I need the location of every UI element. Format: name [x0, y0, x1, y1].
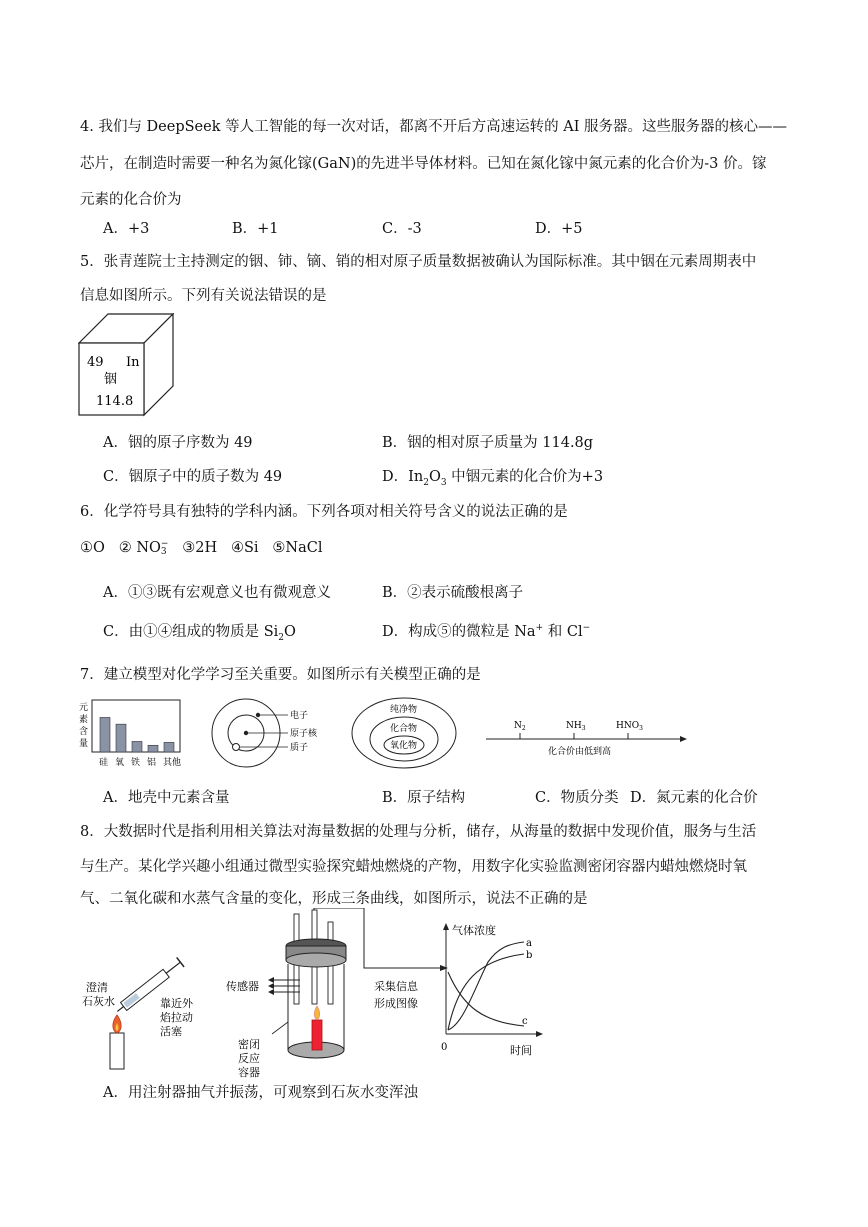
svg-text:b: b [526, 950, 533, 961]
tile-mass: 114.8 [96, 394, 134, 409]
curve-c [448, 972, 524, 1026]
svg-text:气体浓度: 气体浓度 [452, 924, 496, 937]
svg-text:N2: $N_2$ [514, 721, 526, 732]
closed-vessel-apparatus [224, 908, 452, 1078]
q6-option-a: A．①③既有宏观意义也有微观意义 [103, 585, 331, 601]
svg-text:石灰水: 石灰水 [82, 995, 115, 1008]
svg-text:电子: 电子 [290, 711, 309, 721]
svg-text:a: a [526, 938, 532, 949]
svg-text:容器: 容器 [238, 1066, 260, 1078]
q5-option-b: B．铟的相对原子质量为 114.8g [382, 435, 594, 451]
q4-option-c: C．-3 [382, 221, 422, 237]
svg-text:形成图像: 形成图像 [374, 997, 418, 1010]
bar-label-3: 铝 [147, 758, 157, 768]
indium-element-tile [78, 313, 174, 417]
svg-text:元: 元 [79, 703, 89, 713]
q6-line1: 6．化学符号具有独特的学科内涵。下列各项对相关符号含义的说法正确的是 [80, 504, 568, 520]
q6-option-b: B．②表示硫酸根离子 [382, 585, 524, 601]
svg-text:澄清: 澄清 [86, 981, 108, 994]
svg-text:反应: 反应 [238, 1052, 260, 1065]
svg-text:密闭: 密闭 [238, 1038, 260, 1051]
q7-option-d: D．氮元素的化合价 [630, 790, 758, 806]
svg-text:活塞: 活塞 [160, 1025, 182, 1038]
svg-text:化合价由低到高: 化合价由低到高 [548, 747, 612, 757]
q7-line1: 7．建立模型对化学学习至关重要。如图所示有关模型正确的是 [80, 667, 481, 683]
q4-option-a: A．+3 [103, 221, 150, 237]
tile-atomic-number: 49 [87, 355, 104, 370]
svg-text:时间: 时间 [510, 1044, 532, 1057]
tile-symbol: In [126, 355, 140, 370]
bar-3 [148, 745, 158, 752]
q5-line2: 信息如图所示。下列有关说法错误的是 [80, 288, 327, 304]
bar-0 [100, 717, 110, 752]
svg-text:HNO3: $HNO_3$ [616, 721, 643, 732]
svg-text:氧化物: 氧化物 [390, 741, 418, 751]
q5-option-c: C．铟原子中的质子数为 49 [103, 469, 283, 485]
syringe-candle-figure [80, 935, 210, 1075]
svg-text:传感器: 传感器 [226, 980, 259, 993]
svg-text:NH3: $NH_3$ [566, 721, 586, 732]
svg-text:采集信息: 采集信息 [374, 980, 418, 993]
bar-2 [132, 741, 142, 752]
substance-classification-model [350, 695, 460, 773]
q7-option-b: B．原子结构 [382, 790, 466, 806]
q4-line2: 芯片，在制造时需要一种名为氮化镓(GaN)的先进半导体材料。已知在氮化镓中氮元素的化合价为-3 价。镓 [80, 156, 767, 172]
q8-line1: 8．大数据时代是指利用相关算法对海量数据的处理与分析，储存，从海量的数据中发现价值，服务与生活 [80, 824, 757, 840]
bar-4 [164, 742, 174, 752]
nitrogen-valence-axis [484, 712, 688, 760]
q8-line2: 与生产。某化学兴趣小组通过微型实验探究蜡烛燃烧的产物，用数字化实验监测密闭容器内蜡烛燃烧时氧 [80, 859, 747, 875]
gas-concentration-chart [438, 922, 548, 1060]
svg-text:c: c [522, 1016, 528, 1027]
q6-symbols: ①O ② NO − 3 ③2H ④Si ⑤NaCl [80, 539, 323, 558]
svg-text:靠近外: 靠近外 [160, 997, 193, 1010]
svg-text:量: 量 [79, 739, 89, 749]
q6-option-d: D．构成⑤的微粒是 Na+ 和 Cl− [382, 623, 591, 640]
q4-line1: 4. 我们与 DeepSeek 等人工智能的每一次对话，都离不开后方高速运转的 AI 服务器。这些服务器的核心—— [80, 119, 788, 135]
svg-text:素: 素 [79, 715, 89, 725]
q5-option-d: D．$In_2O_3$ 中铟元素的化合价为+3 [382, 469, 604, 488]
svg-text:原子核: 原子核 [290, 729, 318, 739]
q8-option-a: A．用注射器抽气并振荡，可观察到石灰水变浑浊 [103, 1085, 418, 1101]
svg-text:含: 含 [79, 727, 89, 737]
atom-structure-model [210, 695, 330, 773]
bar-label-4: 其他 [163, 758, 182, 768]
bar-label-0: 硅 [99, 758, 109, 768]
tile-name: 铟 [104, 372, 118, 387]
bar-label-1: 氧 [115, 758, 125, 768]
q4-option-b: B．+1 [232, 221, 279, 237]
q4-line3: 元素的化合价为 [80, 192, 182, 208]
svg-text:焰拉动: 焰拉动 [160, 1011, 193, 1024]
bar-1 [116, 724, 126, 752]
q7-option-c: C．物质分类 [535, 790, 619, 806]
q7-option-a: A．地壳中元素含量 [103, 790, 230, 806]
svg-text:化合物: 化合物 [390, 724, 418, 734]
svg-text:纯净物: 纯净物 [390, 705, 418, 715]
q4-option-d: D．+5 [535, 221, 583, 237]
crust-element-bar-model [78, 698, 184, 770]
q6-option-c: C．由①④组成的物质是 $Si_2O$ [103, 624, 296, 643]
svg-text:0: 0 [441, 1042, 448, 1053]
q8-line3: 气、二氧化碳和水蒸气含量的变化，形成三条曲线，如图所示，说法不正确的是 [80, 891, 588, 907]
q5-option-a: A．铟的原子序数为 49 [103, 435, 253, 451]
bar-label-2: 铁 [131, 758, 141, 768]
svg-text:质子: 质子 [290, 743, 309, 753]
q5-line1: 5．张青莲院士主持测定的铟、铈、镝、销的相对原子质量数据被确认为国际标准。其中铟在元素周期表中 [80, 254, 757, 270]
curve-b [448, 954, 524, 1030]
